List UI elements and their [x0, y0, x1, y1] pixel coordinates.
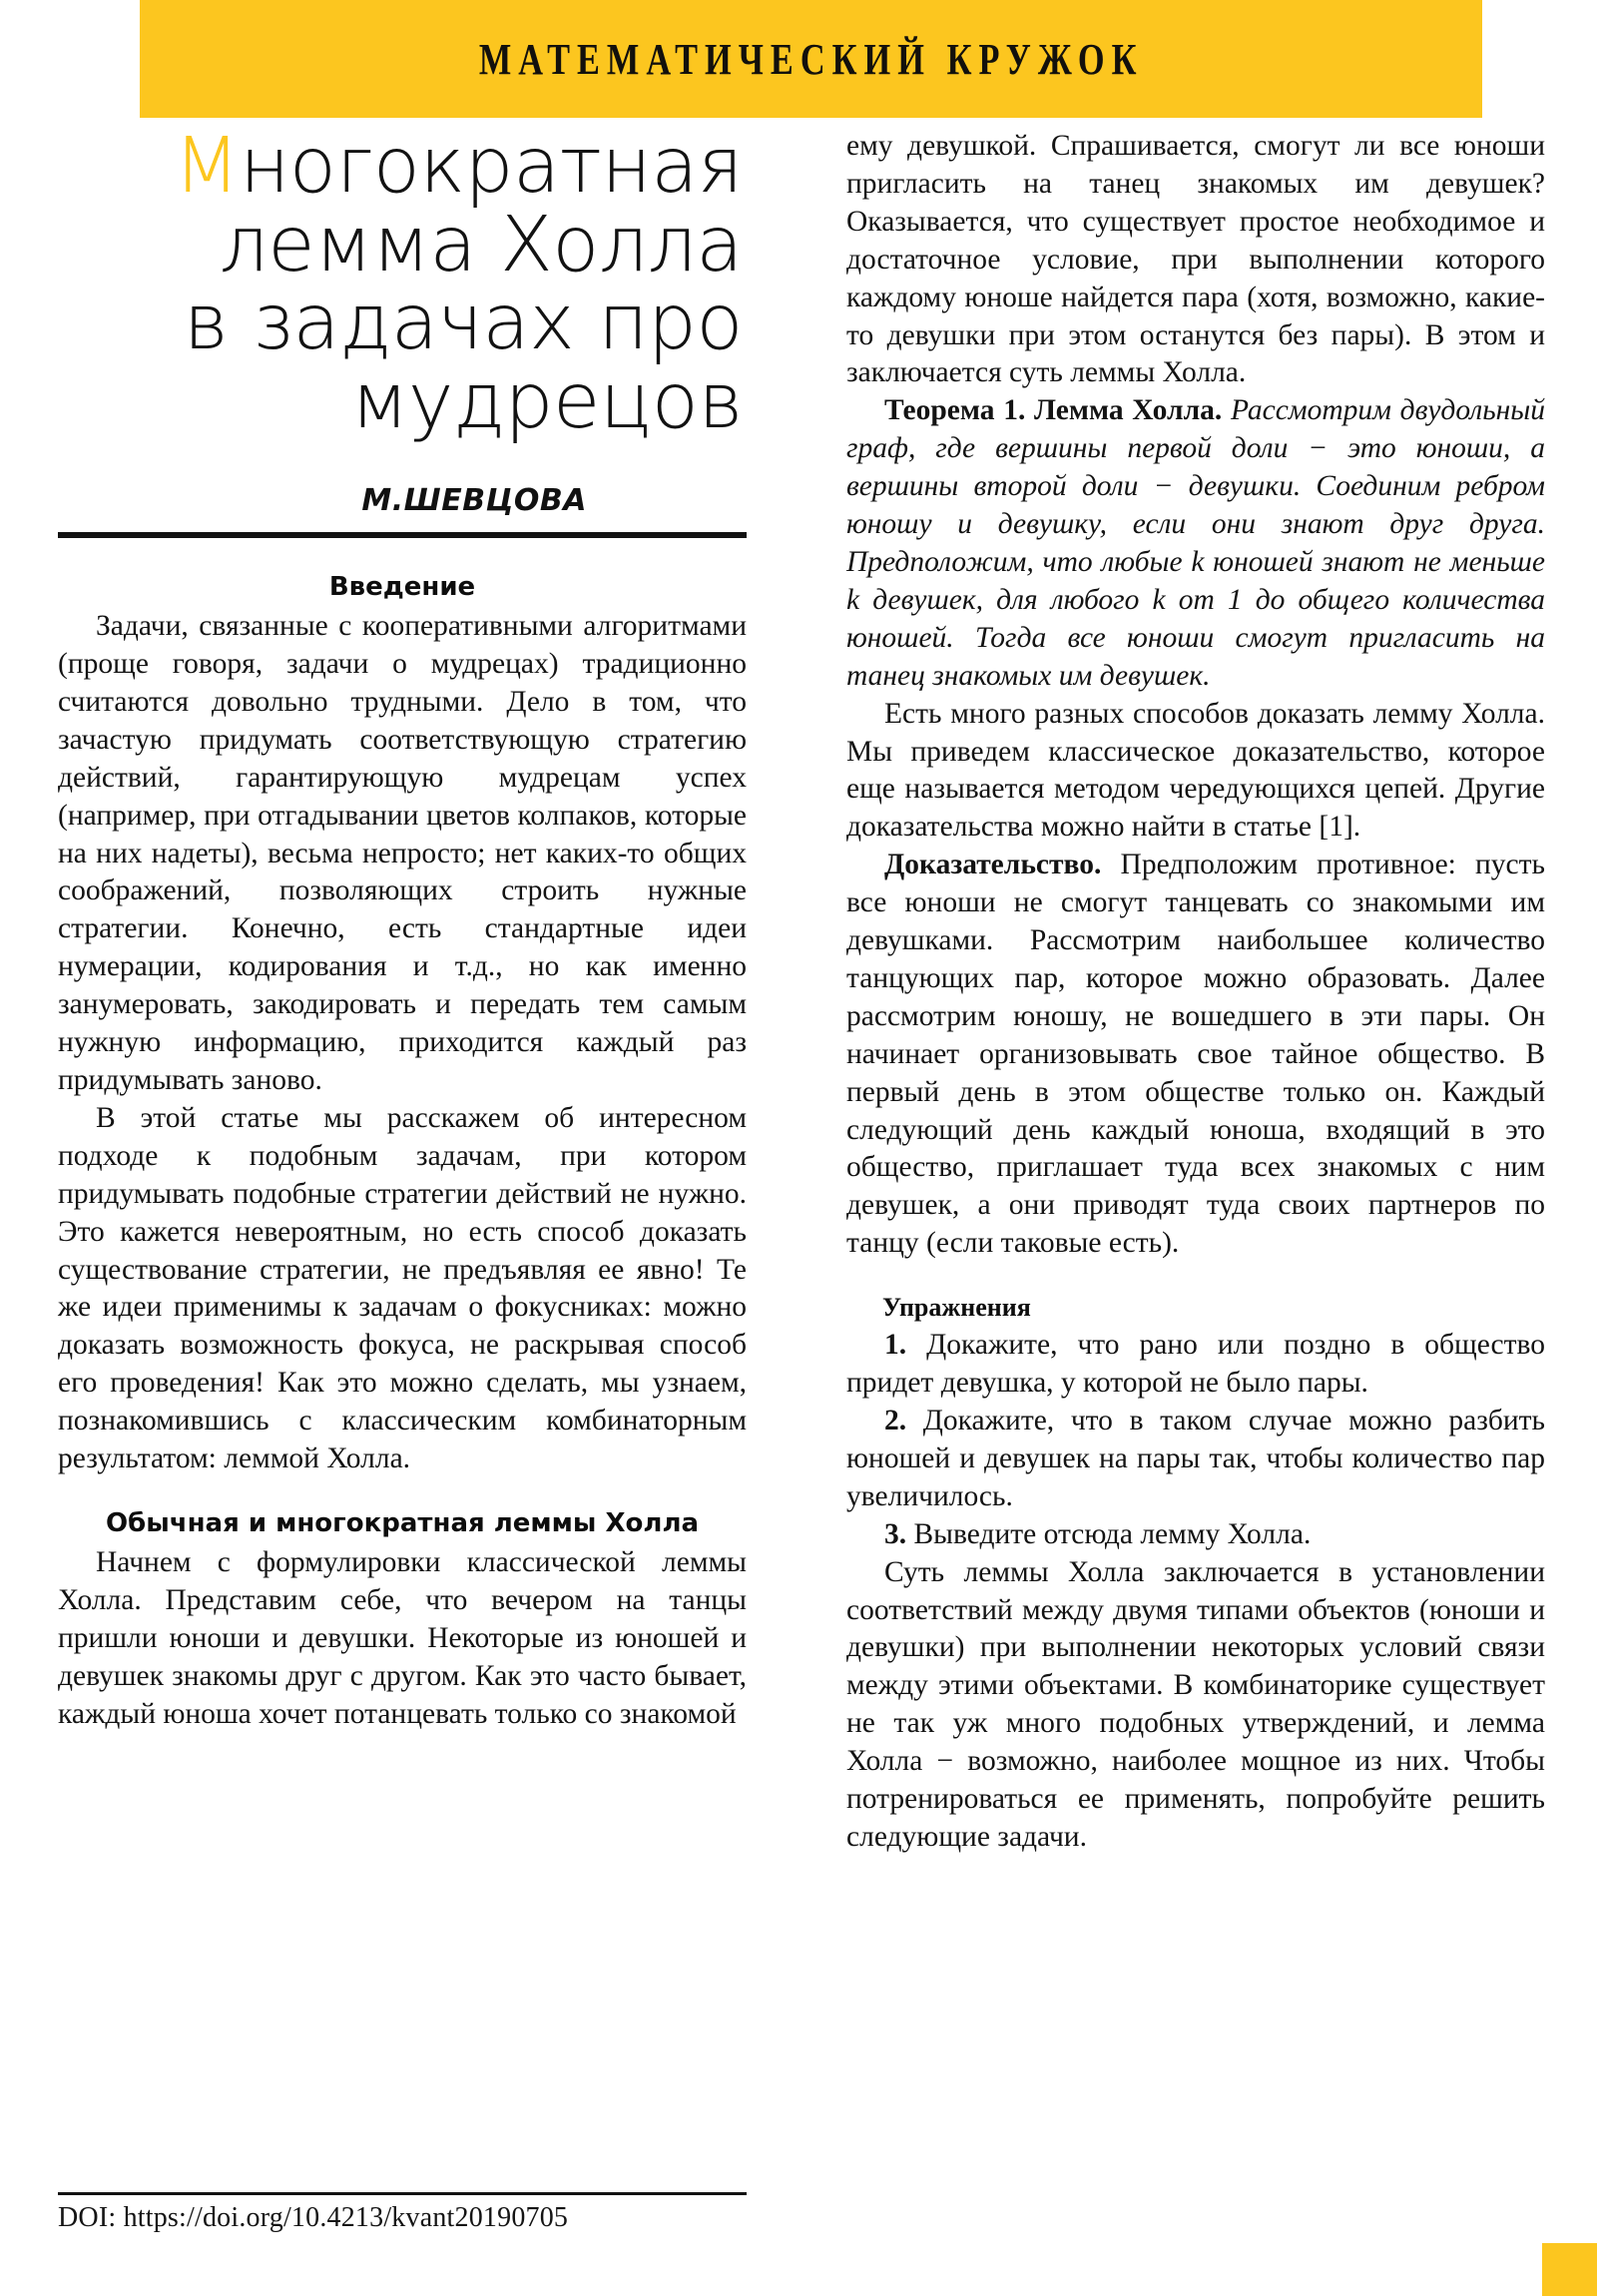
article-author: М.ШЕВЦОВА	[361, 483, 587, 519]
paragraph-proof-methods: Есть много разных способов доказать лемму Холла. Мы приведем классическое доказательство, которое еще называется методом чередующихся цепей. Другие доказательства можно найти в статье [1].	[846, 697, 1545, 844]
heading-hall-lemmas: Обычная и многократная леммы Холла	[105, 1507, 700, 1538]
title-divider-rule	[58, 532, 747, 538]
corner-accent-marker	[1542, 2243, 1597, 2296]
paragraph-right-1: ему девушкой. Спрашивается, смогут ли все юноши пригласить на танец знакомых им девушек? Оказывается, что существует простое необходимое и достаточное условие, при выполнении которого каждому юноше найдется пара (хотя, возможно, какие-то девушки при этом останутся без пары). В этом и заключается суть леммы Холла.	[846, 130, 1545, 389]
exercise-text: Докажите, что в таком случае можно разбить юношей и девушек на пары так, чтобы количество пар увеличилось.	[846, 1405, 1546, 1512]
title-line-1	[58, 122, 743, 211]
paragraph-hall-setup: Начнем с формулировки классической леммы Холла. Представим себе, что вечером на танцы пришли юноши и девушки. Некоторые из юношей и девушек знакомы друг с другом. Как это часто бывает, каждый юноша хочет потанцевать только со знакомой	[58, 1545, 747, 1730]
exercise-text: Докажите, что рано или поздно в общество придет девушка, у которой не было пары.	[846, 1329, 1546, 1400]
theorem-statement: Рассмотрим двудольный граф, где вершины первой доли − это юноши, а вершины второй доли − девушки. Соединим ребром юношу и девушку, если они знают друг друга. Предположим, что любые k юношей знают не меньше k девушек, для любого k от 1 до общего количества юношей. Тогда все юноши смогут пригласить на танец знакомых им девушек.	[846, 394, 1545, 692]
paragraph-intro-1: Задачи, связанные с кооперативными алгоритмами (проще говоря, задачи о мудрецах) традиционно считаются довольно трудными. Дело в том, что зачастую придумать соответствующую стратегию действий, гарантирующую мудрецам успех (например, при отгадывании цветов колпаков, которые на них надеты), весьма непросто; нет каких-то общих соображений, позволяющих строить нужные стратегии. Конечно, есть стандартные идеи нумерации, кодирования и т.д., но как именно занумеровать, закодировать и передать тем самым нужную информацию, приходится каждый раз придумывать заново.	[58, 610, 747, 1096]
exercise-item	[846, 1327, 1545, 1403]
title-line-3: в задачах про	[183, 279, 743, 368]
title-dropcap: М	[174, 122, 240, 211]
heading-introduction: Введение	[328, 572, 476, 603]
exercise-item	[846, 1516, 1545, 1554]
title-line-1-rest: ногократная	[239, 122, 743, 211]
paragraph-right-closing: Суть леммы Холла заключается в установлении соответствий между двумя типами объектов (юноши и девушки) при выполнении некоторых условий связи между этими объектами. В комбинаторике существует не так уж много подобных утверждений, и лемма Холла − возможно, наиболее мощное из них. Чтобы потренироваться ее применять, попробуйте решить следующие задачи.	[846, 1555, 1545, 1853]
proof-text: Предположим противное: пусть все юноши не смогут танцевать со знакомыми им девушками. Рассмотрим наибольшее количество танцующих пар, которое можно образовать. Далее рассмотрим юношу, не вошедшего в эти пары. Он начинает организовывать свое тайное общество. В первый день в этом обществе только он. Каждый следующий день каждый юноша, входящий в это общество, приглашает туда всех знакомых с ним девушек, а они приводят туда своих партнеров по танцу (если таковые есть).	[846, 849, 1545, 1260]
theorem-label: Теорема 1. Лемма Холла.	[884, 394, 1223, 427]
right-column	[846, 128, 1545, 1857]
proof-label: Доказательство.	[884, 849, 1102, 881]
title-line-4: мудрецов	[350, 356, 743, 446]
article-title	[58, 122, 747, 446]
left-column	[58, 0, 747, 1734]
theorem-1	[846, 392, 1545, 695]
banner-title: МАТЕМАТИЧЕСКИЙ КРУЖОК	[478, 34, 1144, 84]
doi-line	[58, 2202, 757, 2234]
doi-label: DOI:	[58, 2202, 117, 2233]
exercise-text: Выведите отсюда лемму Холла.	[913, 1517, 1312, 1550]
paragraph-intro-2: В этой статье мы расскажем об интересном подходе к подобным задачам, при котором придумывать подобные стратегии действий не нужно. Это кажется невероятным, но есть способ доказать существование стратегии, не предъявляя ее явно! Те же идеи применимы к задачам о фокусниках: можно доказать возможность фокуса, не раскрывая способ его проведения! Как это можно сделать, мы узнаем, познакомившись с классическим комбинаторным результатом: леммой Холла.	[58, 1101, 747, 1475]
exercise-number: 3.	[884, 1517, 907, 1550]
exercise-number: 1.	[884, 1329, 907, 1362]
exercise-item	[846, 1403, 1545, 1516]
doi-divider-rule	[58, 2192, 747, 2195]
doi-url[interactable]: https://doi.org/10.4213/kvant20190705	[123, 2202, 569, 2233]
paragraph-proof	[846, 847, 1545, 1263]
title-line-2: лемма Холла	[219, 200, 743, 289]
heading-exercises: Упражнения	[882, 1293, 1031, 1323]
exercise-number: 2.	[884, 1405, 907, 1436]
